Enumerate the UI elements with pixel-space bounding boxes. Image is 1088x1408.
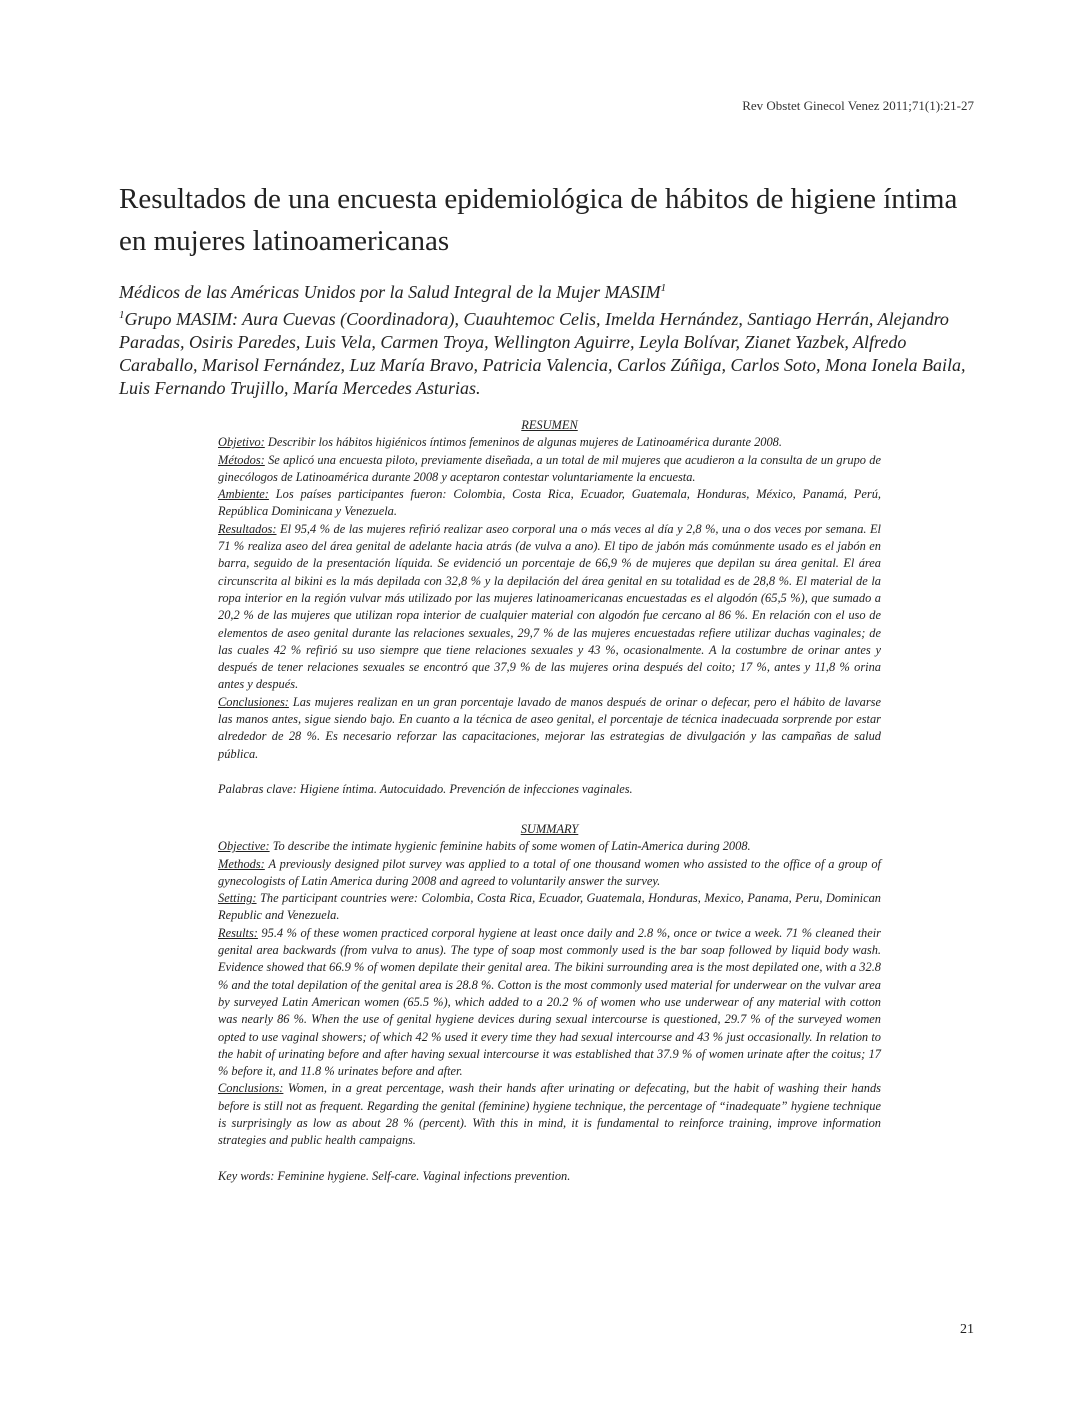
author-members [119,304,979,400]
section-label: Objetivo: [218,435,265,450]
summary-methods [218,856,881,891]
section-label: Conclusiones: [218,694,289,709]
journal-citation: Rev Obstet Ginecol Venez 2011;71(1):21-27 [742,98,974,113]
section-label: Objective: [218,839,270,854]
resumen-metodos [218,452,881,487]
section-label: Ambiente: [218,487,269,502]
resumen-section [218,417,881,798]
author-block [119,277,979,400]
section-label: Métodos: [218,452,265,467]
resumen-heading: RESUMEN [521,418,578,432]
summary-objective [218,838,881,855]
summary-heading: SUMMARY [520,822,579,836]
section-text: Las mujeres realizan en un gran porcentaje lavado de manos después de orinar o defecar, pero el hábito de lavarse las manos antes, sigue siendo bajo. En cuanto a la técnica de aseo genital, el porcentaje de técnica inadecuada sorprende por estar alrededor de 28 %. Es necesario reforzar las capacitaciones, mejorar las estrategias de divulgación y las campañas de salud pública. [218,694,881,761]
resumen-resultados [218,521,881,694]
section-label: Conclusions: [218,1081,284,1096]
resumen-objetivo [218,434,881,451]
section-text: A previously designed pilot survey was applied to a total of one thousand women who assisted to the office of a group of gynecologists of Latin America during 2008 and agreed to voluntarily answer the survey. [218,856,881,888]
section-label: Results: [218,925,258,940]
summary-setting [218,890,881,925]
section-text: Describir los hábitos higiénicos íntimos femeninos de algunas mujeres de Latinoamérica durante 2008. [264,435,782,450]
section-text: Los países participantes fueron: Colombia, Costa Rica, Ecuador, Guatemala, Honduras, México, Panamá, Perú, República Dominicana y Venezuela. [218,487,881,519]
author-group-line [119,277,979,304]
resumen-ambiente [218,486,881,521]
section-text: To describe the intimate hygienic feminine habits of some women of Latin-America during 2008. [269,839,751,854]
author-members-list: Grupo MASIM: Aura Cuevas (Coordinadora), Cuauhtemoc Celis, Imelda Hernández, Santiago Herrán, Alejandro Paradas, Osiris Paredes, Luis Vela, Carmen Troya, Wellington Aguirre, Leyla Bolívar, Zianet Yazbek, Alfredo Caraballo, Marisol Fernández, Luz María Bravo, Patricia Valencia, Carlos Zúñiga, Carlos Soto, Mona Ionela Baila, Luis Fernando Trujillo, María Mercedes Asturias. [119,309,966,398]
resumen-conclusiones [218,694,881,763]
section-label: Resultados: [218,521,277,536]
section-label: Setting: [218,891,257,906]
page-number: 21 [960,1322,974,1337]
affiliation-marker: 1 [660,282,667,294]
section-text: Women, in a great percentage, wash their hands after urinating or defecating, but the habit of washing their hands before is still not as frequent. Regarding the genital (feminine) hygiene technique, the percentage of “inadequate” hygiene technique is surprisingly as low as about 28 % (percent). With this in mind, it is fundamental to reinforce training, improve information strategies and public health campaigns. [218,1081,881,1148]
summary-keywords: Key words: Feminine hygiene. Self-care. Vaginal infections prevention. [218,1168,571,1183]
resumen-keywords: Palabras clave: Higiene íntima. Autocuidado. Prevención de infecciones vaginales. [218,781,633,796]
affiliation-marker: 1 [119,309,125,321]
summary-section [218,821,881,1185]
section-text: El 95,4 % de las mujeres refirió realizar aseo corporal una o más veces al día y 2,8 %, una o dos veces por semana. El 71 % realiza aseo del área genital de adelante hacia atrás (de vulva a ano). El tipo de jabón más comúnmente usado es el jabón en barra, seguido de la presentación líquida. Se evidenció un porcentaje de 66,9 % de mujeres que depilan su área genital. El área circunscrita al bikini es la más depilada con 32,8 % y la depilación del área genital en su totalidad es de 28,8 %. El material de la ropa interior en la región vulvar más utilizado por las mujeres latinoamericanas encuestadas es el algodón (65,5 %), que sumado a 20,2 % de las mujeres que utilizan ropa interior de cualquier material con algodón fue cercano al 86 %. En relación con el uso de elementos de aseo genital durante las relaciones sexuales, 29,7 % de las mujeres encuestadas refiere utilizar duchas vaginales; de las cuales 42 % refirió su uso siempre que tiene relaciones sexuales y 43 %, ocasionalmente. A la costumbre de orinar antes y después de tener relaciones sexuales se encontró que 37,9 % de las mujeres orina después del coito; 17 %, antes y 11,8 % orina antes y después. [218,521,881,692]
section-text: 95.4 % of these women practiced corporal hygiene at least once daily and 2.8 %, once or twice a week. 71 % cleaned their genital area backwards (from vulva to anus). The type of soap most commonly used is the bar soap followed by liquid body wash. Evidence showed that 66.9 % of women depilate their genital area. The bikini surrounding area is the most depilated one, with a 32.8 % and the total depilation of the genital area is 28.8 %. Cotton is the most commonly used material for underwear on the vulvar area by surveyed Latin American women (65.5 %), which added to a 20.2 % of women who use underwear of any material with cotton was nearly 86 %. When the use of genital hygiene devices during sexual intercourse is questioned, 29.7 % of the surveyed women opted to use vaginal showers; of which 42 % used it every time they had sexual intercourse and 43 % just occasionally. In relation to the habit of urinating before and after having sexual intercourse it was established that 37.9 % of women urinate after the coitus; 17 % before it, and 11.8 % urinates before and after. [218,925,881,1079]
section-text: Se aplicó una encuesta piloto, previamente diseñada, a un total de mil mujeres que acudieron a la consulta de un grupo de ginecólogos de Latinoamérica durante 2008 y aceptaron contestar voluntariamente la encuesta. [218,452,881,484]
section-label: Methods: [218,856,265,871]
summary-conclusions [218,1080,881,1149]
section-text: The participant countries were: Colombia, Costa Rica, Ecuador, Guatemala, Honduras, Mexico, Panama, Peru, Dominican Republic and Venezuela. [218,891,881,923]
article-title: Resultados de una encuesta epidemiológica de hábitos de higiene íntima en mujeres latinoamericanas [119,183,958,257]
summary-results [218,925,881,1081]
author-group-name: Médicos de las Américas Unidos por la Salud Integral de la Mujer MASIM [119,282,661,302]
